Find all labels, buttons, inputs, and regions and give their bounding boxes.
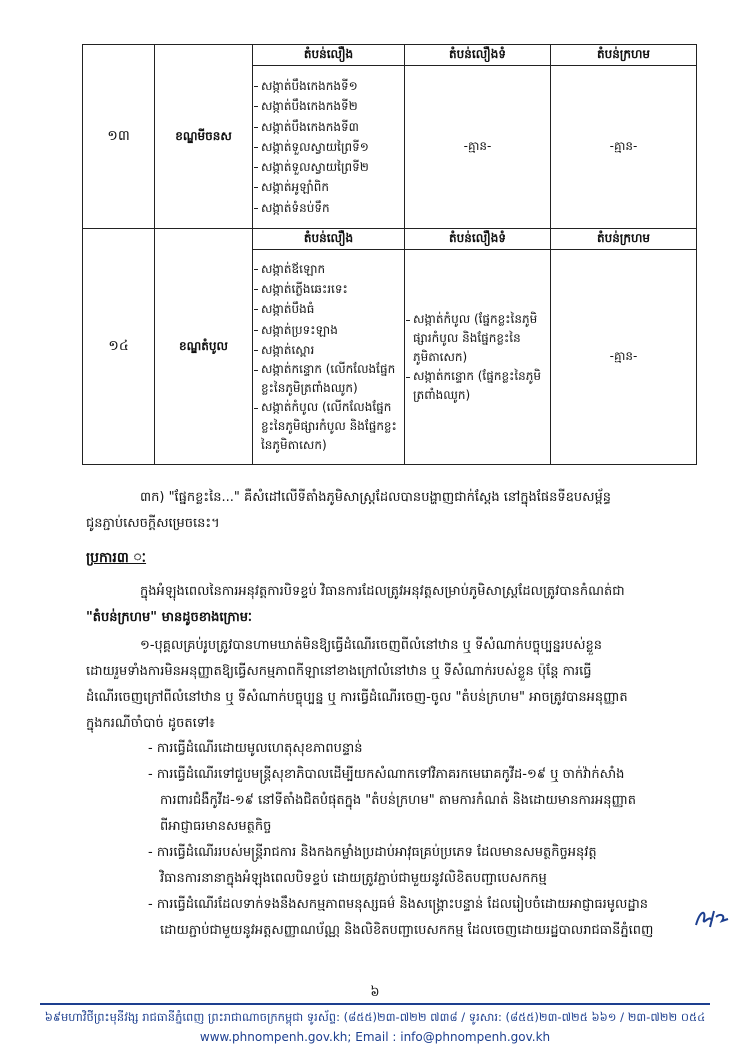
yellow-zone-cell <box>253 250 405 465</box>
list-item: សង្កាត់កន្ទោក (លើកលែងផ្នែកខ្លះនៃភូមិត្រពាំងឈូក) <box>257 360 400 398</box>
bullet-line: - ការធ្វើដំណើរដែលទាក់ទងនឹងសកម្មភាពមនុស្សធម៌ និងសង្គ្រោះបន្ទាន់ ដែលរៀបចំដោយអាជ្ញាធរមូលដ្ឋាន <box>148 897 649 912</box>
bullet-line: វិធានការនានាក្នុងអំឡុងពេលបិទខ្ទប់ ដោយត្រូវភ្ជាប់ជាមួយនូវលិខិតបញ្ជាបេសកកម្ម <box>160 871 547 886</box>
bullet-item <box>148 840 708 892</box>
paragraph-line: ដោយរួមទាំងការមិនអនុញ្ញាតឱ្យធ្វើសកម្មភាពកីឡានៅខាងក្រៅលំនៅឋាន ឬ ទីសំណាក់របស់ខ្លួន ប៉ុន្តែ ការធ្វើ <box>86 664 592 679</box>
list-item: សង្កាត់បឹងកេងកងទី១ <box>257 76 400 96</box>
article-intro: ក្នុងអំឡុងពេលនៃការអនុវត្តការបិទខ្ទប់ វិធានការដែលត្រូវអនុវត្តសម្រាប់ភូមិសាស្ត្រដែលត្រូវបានកំណត់ជា <box>140 584 625 599</box>
bullet-item <box>148 762 708 840</box>
list-item: សង្កាត់បឹងធំ <box>257 299 400 319</box>
bullet-line: ពីអាជ្ញាធរមានសមត្ថកិច្ច <box>160 819 272 834</box>
bullet-line: - ការធ្វើដំណើររបស់មន្ត្រីរាជការ និងកងកម្លាំងប្រដាប់អាវុធគ្រប់ប្រភេទ ដែលមានសមត្ថកិច្ចអនុវត្ត <box>148 845 597 860</box>
footer-web: www.phnompenh.gov.kh; Email : info@phnompenh.gov.kh <box>199 1030 551 1044</box>
article-title: ប្រការ៣ ៈ <box>86 550 147 566</box>
dark-yellow-zone-cell: -គ្មាន- <box>405 66 551 229</box>
footer-divider <box>40 1003 710 1005</box>
yellow-zone-cell <box>253 66 405 229</box>
zone-table <box>82 44 697 465</box>
footer-address: ៦៩មហាវិថីព្រះមុនីវង្ស រាជធានីភ្នំពេញ ព្រះរាជាណាចក្រកម្ពុជា ទូរស័ព្ទ: (៨៥៥)២៣-៧២២ ៧៣៨ / ទូរសារ: (៨៥៥)២៣-៧២៥ ៦៦១ / ២៣-៧២២ ០៥៤ <box>44 1010 706 1024</box>
bullet-line: - ការធ្វើដំណើរទៅជួបមន្ត្រីសុខាភិបាលដើម្បីយកសំណាកទៅវិភាគរកមេរោគកូវីដ-១៩ ឬ ចាក់វ៉ាក់សាំង <box>148 767 625 782</box>
signature-image <box>692 905 732 931</box>
bullet-item <box>148 736 708 762</box>
list-item: សង្កាត់ស្ពោរ <box>257 340 400 360</box>
page-number: ៦ <box>370 985 380 1000</box>
list-item: សង្កាត់ទំនប់ទឹក <box>257 198 400 218</box>
header-red-zone: តំបន់ក្រហម <box>551 45 697 66</box>
list-item: សង្កាត់ទួលស្វាយព្រៃទី១ <box>257 137 400 157</box>
red-zone-cell: -គ្មាន- <box>551 66 697 229</box>
header-yellow-zone: តំបន់លឿង <box>253 45 405 66</box>
row-number: ១៤ <box>83 229 155 465</box>
note-line: ជូនភ្ជាប់សេចក្តីសម្រេចនេះ។ <box>86 516 220 531</box>
bullet-line: - ការធ្វើដំណើរដោយមូលហេតុសុខភាពបន្ទាន់ <box>148 741 363 756</box>
paragraph-line: ក្នុងករណីចាំបាច់ ដូចតទៅ៖ <box>86 716 215 731</box>
list-item: សង្កាត់ឪឡោក <box>257 259 400 279</box>
list-item: សង្កាត់កំបូល (លើកលែងផ្នែកខ្លះនៃភូមិផ្សារកំបូល និងផ្នែកខ្លះនៃភូមិតាសេក) <box>257 398 400 455</box>
list-item: សង្កាត់ភ្លើងឆេះរទេះ <box>257 279 400 299</box>
bullet-item <box>148 892 694 944</box>
header-red-zone: តំបន់ក្រហម <box>551 229 697 250</box>
row-number: ១៣ <box>83 45 155 229</box>
note-line: ៣ក) "ផ្នែកខ្លះនៃ..." គឺសំដៅលើទីតាំងភូមិសាស្ត្រដែលបានបង្ហាញជាក់ស្តែង នៅក្នុងផែនទីឧបសម្ព័ន្ធ <box>140 490 611 505</box>
district-name: ខណ្ឌមីចនស <box>155 45 253 229</box>
list-item: សង្កាត់ប្រទះឡាង <box>257 320 400 340</box>
list-item: សង្កាត់កន្ទោក (ផ្នែកខ្លះនៃភូមិត្រពាំងឈូក) <box>409 367 546 405</box>
paragraph-line: ដំណើរចេញក្រៅពីលំនៅឋាន ឬ ទីសំណាក់បច្ចុប្បន្ន ឬ ការធ្វើដំណើរចេញ-ចូល "តំបន់ក្រហម" អាចត្រូវបានអនុញ្ញាត <box>86 690 628 705</box>
list-item: សង្កាត់បឹងកេងកងទី៣ <box>257 117 400 137</box>
header-dark-yellow-zone: តំបន់លឿងទំ <box>405 45 551 66</box>
district-name: ខណ្ឌតំបូល <box>155 229 253 465</box>
list-item: សង្កាត់បឹងកេងកងទី២ <box>257 96 400 116</box>
header-dark-yellow-zone: តំបន់លឿងទំ <box>405 229 551 250</box>
list-item: សង្កាត់អូឡាំពិក <box>257 177 400 197</box>
bullet-line: ការពារជំងឺកូវីដ-១៩ នៅទីតាំងជិតបំផុតក្នុង "តំបន់ក្រហម" តាមការកំណត់ និងដោយមានការអនុញ្ញាត <box>160 793 637 808</box>
paragraph-line: ១-បុគ្គលគ្រប់រូបត្រូវបានហាមឃាត់មិនឱ្យធ្វើដំណើរចេញពីលំនៅឋាន ឬ ទីសំណាក់បច្ចុប្បន្នរបស់ខ្លួន <box>140 638 602 653</box>
bullet-line: ដោយភ្ជាប់ជាមួយនូវអត្តសញ្ញាណប័ណ្ណ និងលិខិតបញ្ជាបេសកកម្ម ដែលចេញដោយរដ្ឋបាលរាជធានីភ្នំពេញ <box>160 923 654 938</box>
dark-yellow-zone-cell <box>405 250 551 465</box>
list-item: សង្កាត់ទួលស្វាយព្រៃទី២ <box>257 157 400 177</box>
header-yellow-zone: តំបន់លឿង <box>253 229 405 250</box>
article-intro: "តំបន់ក្រហម" មានដូចខាងក្រោមៈ <box>86 610 252 625</box>
list-item: សង្កាត់កំបូល (ផ្នែកខ្លះនៃភូមិផ្សារកំបូល និងផ្នែកខ្លះនៃភូមិតាសេក) <box>409 310 546 367</box>
red-zone-cell: -គ្មាន- <box>551 250 697 465</box>
